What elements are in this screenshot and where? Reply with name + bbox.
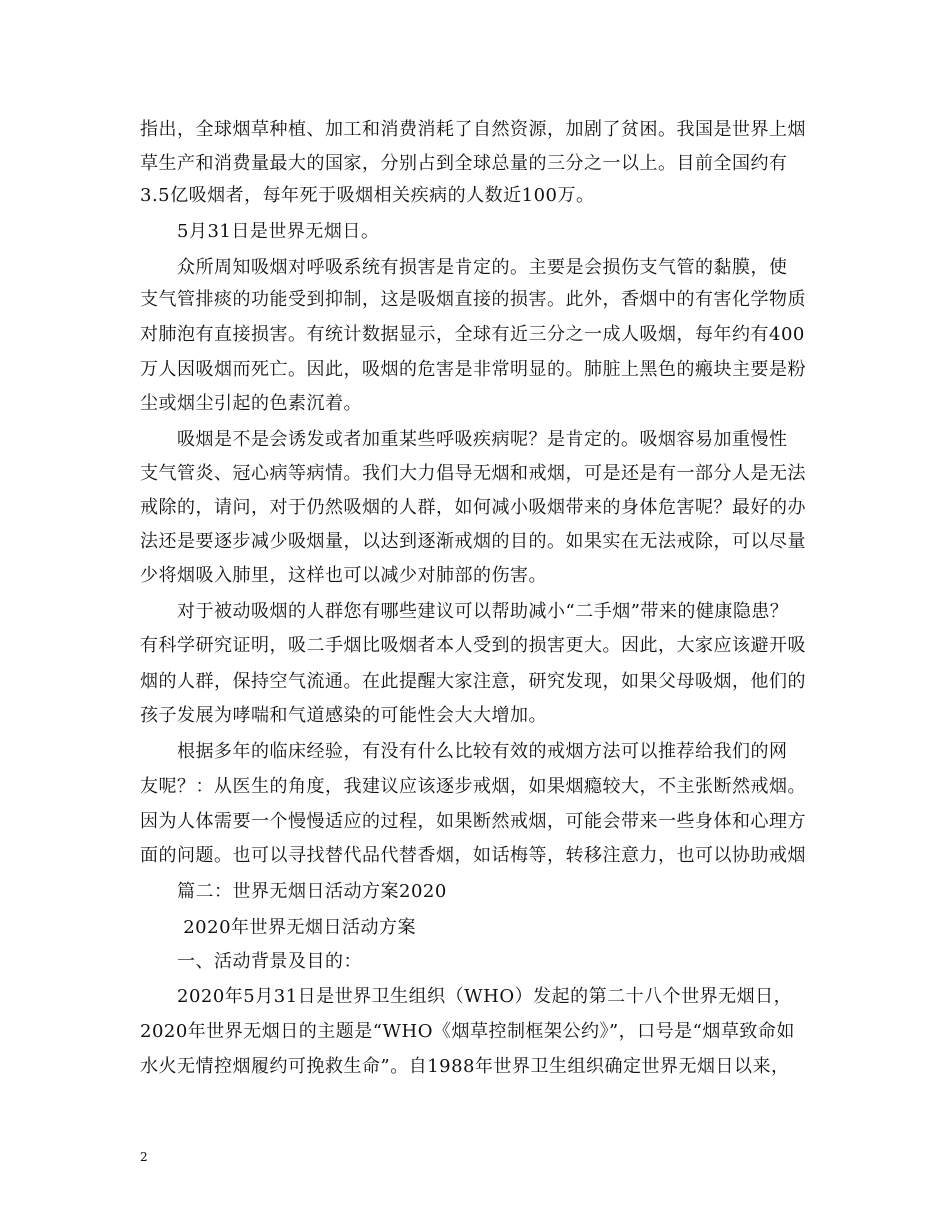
text-line: 对肺泡有直接损害。有统计数据显示，全球有近三分之一成人吸烟，每年约有400	[140, 324, 805, 345]
text-line: 篇二：世界无烟日活动方案2020	[140, 881, 447, 902]
text-line: 水火无情控烟履约可挽救生命”。自1988年世界卫生组织确定世界无烟日以来，	[140, 1056, 790, 1077]
text-line: 3.5亿吸烟者，每年死于吸烟相关疾病的人数近100万。	[140, 185, 595, 206]
text-line: 支气管排痰的功能受到抑制，这是吸烟直接的损害。此外，香烟中的有害化学物质	[140, 289, 806, 310]
page-number: 2	[140, 1150, 148, 1164]
text-line: 一、活动背景及目的：	[140, 951, 362, 972]
text-line: 有科学研究证明，吸二手烟比吸烟者本人受到的损害更大。因此，大家应该避开吸	[140, 635, 806, 656]
text-line: 友呢？：从医生的角度，我建议应该逐步戒烟，如果烟瘾较大，不主张断然戒烟。	[140, 776, 806, 797]
text-line: 草生产和消费量最大的国家，分别占到全球总量的三分之一以上。目前全国约有	[140, 153, 788, 174]
text-line: 吸烟是不是会诱发或者加重某些呼吸疾病呢？是肯定的。吸烟容易加重慢性	[140, 429, 788, 450]
text-line: 2020年世界无烟日的主题是“WHO《烟草控制框架公约》”，口号是“烟草致命如	[140, 1021, 795, 1042]
text-line: 众所周知吸烟对呼吸系统有损害是肯定的。主要是会损伤支气管的黏膜，使	[140, 257, 788, 278]
text-line: 戒除的，请问，对于仍然吸烟的人群，如何减小吸烟带来的身体危害呢？最好的办	[140, 497, 806, 518]
text-line: 尘或烟尘引起的色素沉着。	[140, 393, 362, 414]
text-line: 2020年5月31日是世界卫生组织（WHO）发起的第二十八个世界无烟日，	[140, 986, 793, 1007]
text-line: 因为人体需要一个慢慢适应的过程，如果断然戒烟，可能会带来一些身体和心理方	[140, 811, 806, 832]
text-line: 法还是要逐步减少吸烟量，以达到逐渐戒烟的目的。如果实在无法戒除，可以尽量	[140, 531, 806, 552]
text-line: 2020年世界无烟日活动方案	[140, 917, 417, 938]
text-line: 烟的人群，保持空气流通。在此提醒大家注意，研究发现，如果父母吸烟，他们的	[140, 671, 806, 692]
text-line: 孩子发展为哮喘和气道感染的可能性会大大增加。	[140, 705, 547, 726]
text-line: 指出，全球烟草种植、加工和消费消耗了自然资源，加剧了贫困。我国是世界上烟	[140, 119, 806, 140]
text-line: 5月31日是世界无烟日。	[140, 221, 380, 242]
text-line: 对于被动吸烟的人群您有哪些建议可以帮助减小“二手烟”带来的健康隐患？	[140, 601, 789, 622]
text-line: 少将烟吸入肺里，这样也可以减少对肺部的伤害。	[140, 565, 547, 586]
text-line: 根据多年的临床经验，有没有什么比较有效的戒烟方法可以推荐给我们的网	[140, 741, 788, 762]
text-line: 万人因吸烟而死亡。因此，吸烟的危害是非常明显的。肺脏上黑色的瘢块主要是粉	[140, 359, 806, 380]
text-line: 支气管炎、冠心病等病情。我们大力倡导无烟和戒烟，可是还是有一部分人是无法	[140, 463, 806, 484]
text-line: 面的问题。也可以寻找替代品代替香烟，如话梅等，转移注意力，也可以协助戒烟	[140, 845, 806, 866]
